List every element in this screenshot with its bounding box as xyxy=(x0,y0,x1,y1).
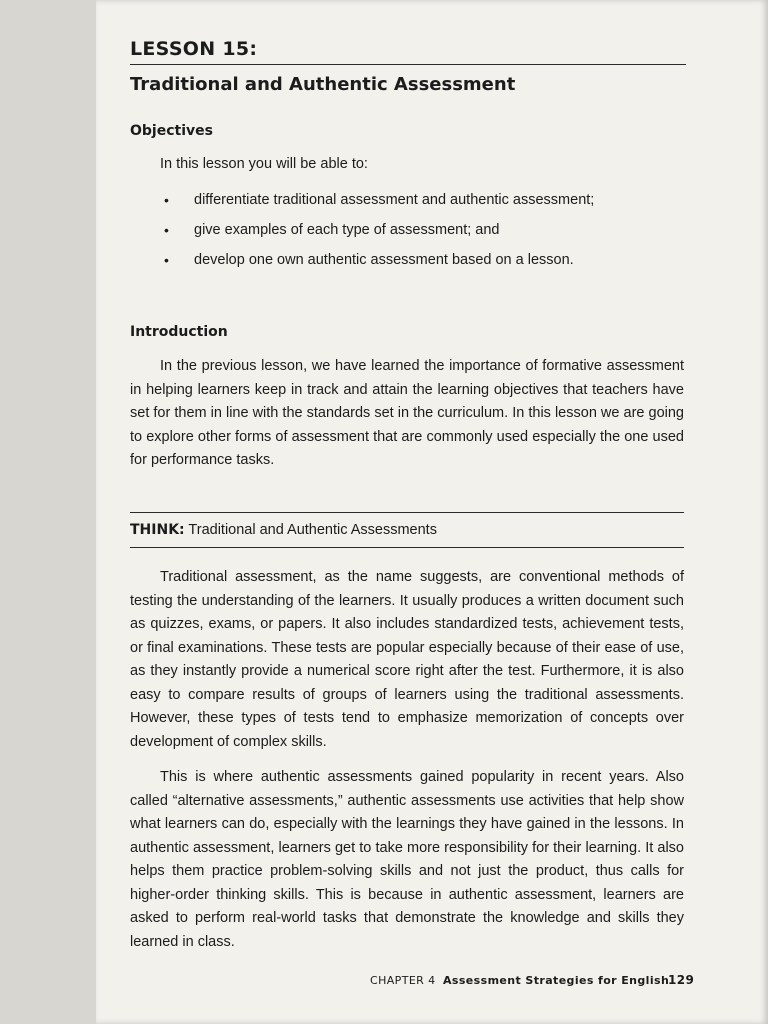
bullet-icon: • xyxy=(164,252,169,268)
think-label: THINK: xyxy=(130,522,185,538)
think-title: Traditional and Authentic Assessments xyxy=(188,522,437,538)
bullet-icon: • xyxy=(164,222,169,238)
lesson-title: Traditional and Authentic Assessment xyxy=(130,74,516,95)
introduction-heading: Introduction xyxy=(130,324,228,340)
page-content xyxy=(130,36,695,987)
objective-text: give examples of each type of assessment; and xyxy=(194,222,500,238)
introduction-paragraph: In the previous lesson, we have learned the importance of formative assessment in helping learners keep in track and attain the learning objectives that teachers have set for them in line with the standards set in the curriculum. In this lesson we are going to explore other forms of assessment that are commonly used especially the one used for performance tasks. xyxy=(130,358,684,468)
header-divider xyxy=(130,64,686,65)
objectives-intro: In this lesson you will be able to: xyxy=(160,156,368,172)
page-number: 129 xyxy=(668,973,695,987)
list-item xyxy=(160,251,594,281)
page-footer xyxy=(370,973,695,987)
bullet-icon: • xyxy=(164,192,169,208)
footer-chapter: CHAPTER 4 xyxy=(370,974,436,987)
list-item xyxy=(160,191,594,221)
objectives-heading: Objectives xyxy=(130,123,213,139)
footer-chapter-title: Assessment Strategies for English xyxy=(443,974,670,987)
list-item xyxy=(160,221,594,251)
authentic-assessment-paragraph: This is where authentic assessments gained popularity in recent years. Also called “alternative assessments,” authentic assessments use activities that help show what learners can do, especially with the learnings they have gained in the lessons. In authentic assessment, learners get to take more responsibility for their learning. It also helps them practice problem-solving skills and not just the product, thus calls for higher-order thinking skills. This is because in authentic assessment, learners are asked to perform real-world tasks that demonstrate the knowledge and skills they learned in class. xyxy=(130,769,684,950)
book-page xyxy=(96,0,768,1024)
objectives-list xyxy=(160,191,594,281)
traditional-assessment-paragraph: Traditional assessment, as the name suggests, are conventional methods of testing the understanding of the learners. It usually produces a written document such as quizzes, exams, or papers. It also includes standardized tests, achievement tests, or final examinations. These tests are popular especially because of their ease of use, as they instantly provide a numerical score right after the test. Furthermore, it is also easy to compare results of groups of learners using the traditional assessments. However, these types of tests tend to emphasize memorization of concepts over development of complex skills. xyxy=(130,569,684,750)
think-heading xyxy=(130,522,437,538)
objective-text: differentiate traditional assessment and authentic assessment; xyxy=(194,192,595,208)
think-section-header xyxy=(130,512,684,548)
objective-text: develop one own authentic assessment based on a lesson. xyxy=(194,252,574,268)
lesson-label: LESSON 15: xyxy=(130,38,258,60)
